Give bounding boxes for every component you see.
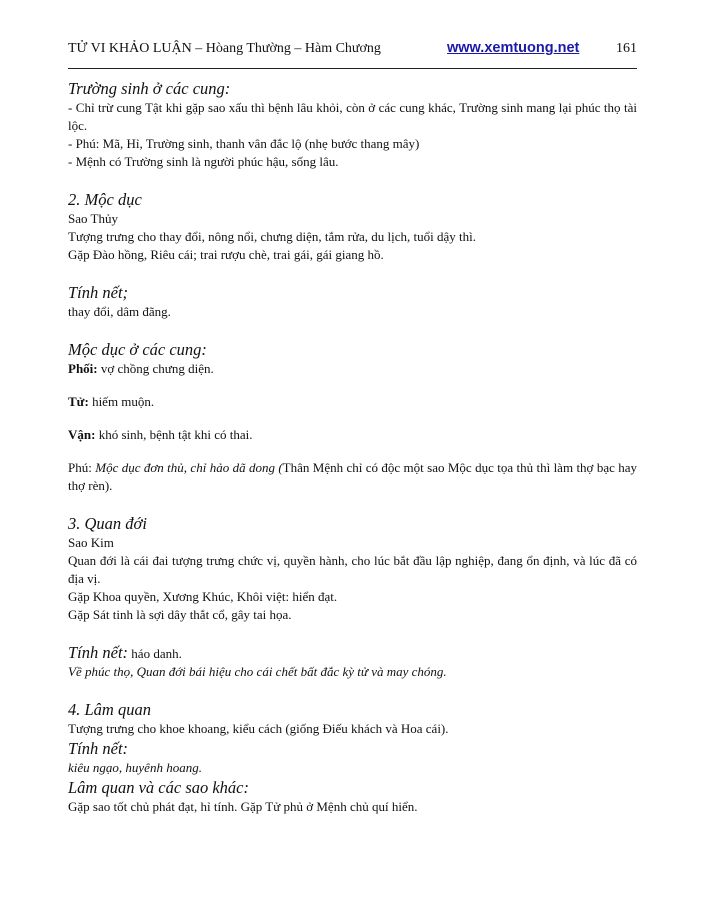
- paragraph: [68, 426, 637, 444]
- paragraph: thay đổi, dâm đãng.: [68, 304, 171, 319]
- bold-label: Phối:: [68, 361, 98, 376]
- paragraph-text: háo danh.: [128, 646, 182, 661]
- website-link[interactable]: www.xemtuong.net: [447, 40, 580, 56]
- paragraph: Sao Thủy: [68, 211, 118, 226]
- page-number: 161: [616, 41, 637, 56]
- paragraph: Tượng trưng cho khoe khoang, kiểu cách (giống Điếu khách và Hoa cái).: [68, 721, 449, 736]
- paragraph: Sao Kim: [68, 535, 114, 550]
- paragraph-text: khó sinh, bệnh tật khi có thai.: [95, 427, 253, 442]
- section-heading: 2. Mộc dục: [68, 190, 142, 209]
- section-heading: 3. Quan đới: [68, 514, 147, 533]
- paragraph: Tượng trưng cho thay đổi, nông nổi, chưng diện, tắm rửa, du lịch, tuổi dậy thì.: [68, 229, 477, 244]
- paragraph-text: Phú:: [68, 460, 96, 475]
- paragraph: Gặp Đào hồng, Riêu cái; trai rượu chè, trai gái, gái giang hồ.: [68, 247, 384, 262]
- section-heading: Mộc dục ở các cung:: [68, 340, 207, 359]
- header-divider: [68, 68, 637, 69]
- section-heading: Tính nết:: [68, 643, 129, 662]
- bold-label: Vận:: [68, 427, 96, 442]
- paragraph-text: Thân Mệnh chỉ có độc một sao Mộc dục tọa thủ thì làm thợ bạc hay thợ rèn).: [68, 460, 638, 493]
- section-heading: Trường sinh ở các cung:: [68, 79, 231, 98]
- bold-label: Tử:: [68, 394, 89, 409]
- paragraph: Quan đới là cái đai tượng trưng chức vị, quyền hành, cho lúc bắt đầu lập nghiệp, đang ổn định, và lúc đã có địa vị.: [68, 553, 637, 586]
- paragraph: Gặp sao tốt chủ phát đạt, hỉ tính. Gặp Tử phủ ở Mệnh chủ quí hiển.: [68, 799, 418, 814]
- section-heading: Tính nết:: [68, 739, 129, 758]
- paragraph: - Chỉ trừ cung Tật khi gặp sao xấu thì bệnh lâu khỏi, còn ở các cung khác, Trường sinh mang lại phúc thọ tài lộc.: [68, 100, 637, 133]
- paragraph: kiêu ngạo, huyênh hoang.: [68, 760, 202, 775]
- paragraph-text: hiếm muộn.: [88, 394, 155, 409]
- paragraph: [68, 642, 637, 663]
- section-heading: Lâm quan và các sao khác:: [68, 778, 250, 797]
- header-title: TỬ VI KHẢO LUẬN – Hòang Thường – Hàm Chương: [68, 41, 381, 56]
- paragraph: [68, 459, 637, 495]
- paragraph: [68, 393, 637, 411]
- paragraph: - Mệnh có Trường sinh là người phúc hậu, sống lâu.: [68, 154, 339, 169]
- paragraph: - Phú: Mã, Hỉ, Trường sinh, thanh vân đắc lộ (nhẹ bước thang mây): [68, 136, 420, 151]
- paragraph: Về phúc thọ, Quan đới bái hiệu cho cái chết bất đắc kỳ tử và may chóng.: [68, 664, 447, 679]
- paragraph-text: vợ chồng chưng diện.: [97, 361, 214, 376]
- page-content: [68, 78, 637, 816]
- italic-text: Mộc dục đơn thủ, chỉ hảo dã dong (: [95, 460, 283, 475]
- paragraph: Gặp Sát tinh là sợi dây thắt cổ, gây tai họa.: [68, 607, 292, 622]
- paragraph: [68, 360, 637, 378]
- section-heading: 4. Lâm quan: [68, 700, 151, 719]
- section-heading: Tính nết;: [68, 283, 129, 302]
- paragraph: Gặp Khoa quyền, Xương Khúc, Khôi việt: hiển đạt.: [68, 589, 338, 604]
- page-header: [68, 41, 637, 65]
